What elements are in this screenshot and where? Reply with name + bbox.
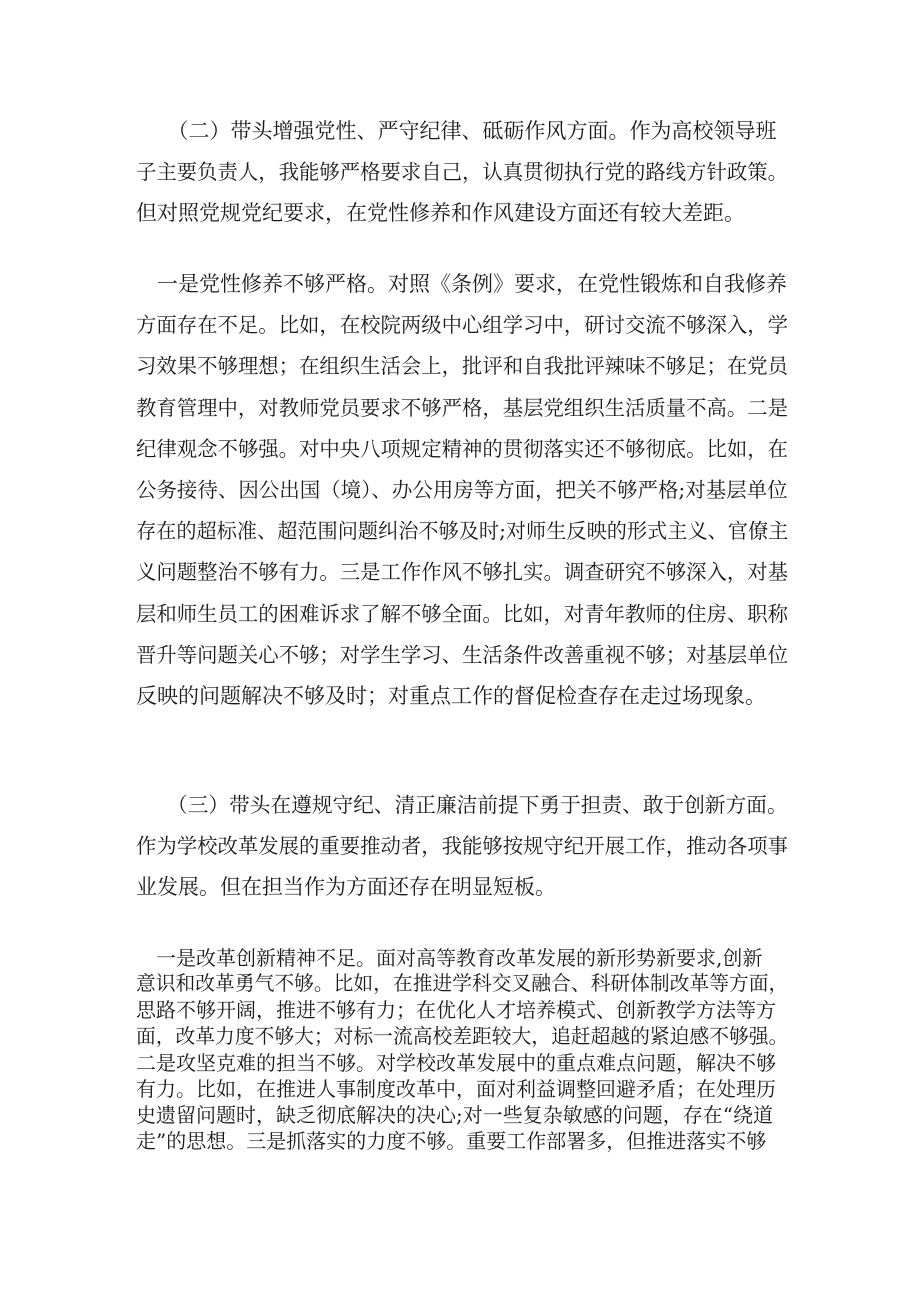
text-line: 有力。比如，在推进人事制度改革中，面对利益调整回避矛盾；在处理历 — [136, 1076, 776, 1101]
text-line: 业发展。但在担当作为方面还存在明显短板。 — [136, 875, 556, 900]
section-3-body-paragraph — [136, 945, 792, 1155]
section-2-heading-paragraph — [136, 111, 792, 235]
text-line: 存在的超标准、超范围问题纠治不够及时;对师生反映的形式主义、官僚主 — [136, 519, 789, 544]
text-line: （三）带头在遵规守纪、清正廉洁前提下勇于担责、敢于创新方面。 — [136, 793, 788, 817]
text-line: 二是攻坚克难的担当不够。对学校改革发展中的重点难点问题，解决不够 — [136, 1050, 776, 1075]
text-line: 反映的问题解决不够及时；对重点工作的督促检查存在走过场现象。 — [136, 683, 766, 708]
text-line: 方面存在不足。比如，在校院两级中心组学习中，研讨交流不够深入，学 — [136, 313, 789, 338]
text-line: （二）带头增强党性、严守纪律、砥砺作风方面。作为高校领导班 — [136, 119, 777, 143]
text-line: 义问题整治不够有力。三是工作作风不够扎实。调查研究不够深入，对基 — [136, 560, 789, 585]
text-line: 史遗留问题时，缺乏彻底解决的决心;对一些复杂敏感的问题，存在“绕道 — [136, 1103, 773, 1128]
text-line: 作为学校改革发展的重要推动者，我能够按规守纪开展工作，推动各项事 — [136, 834, 789, 859]
text-line: 子主要负责人，我能够严格要求自己，认真贯彻执行党的路线方针政策。 — [136, 160, 789, 185]
text-line: 公务接待、因公出国（境）、办公用房等方面，把关不够严格;对基层单位 — [136, 477, 788, 502]
text-line: 一是党性修养不够严格。对照《条例》要求，在党性锻炼和自我修养 — [136, 272, 787, 296]
section-2-body-paragraph — [136, 264, 792, 717]
text-line: 思路不够开阔，推进不够有力；在优化人才培养模式、创新教学方法等方 — [136, 998, 776, 1023]
text-line: 但对照党规党纪要求，在党性修养和作风建设方面还有较大差距。 — [136, 201, 745, 226]
text-line: 层和师生员工的困难诉求了解不够全面。比如，对青年教师的住房、职称 — [136, 601, 789, 626]
text-line: 面，改革力度不够大；对标一流高校差距较大，追赶超越的紧迫感不够强。 — [136, 1024, 789, 1048]
text-line: 晋升等问题关心不够；对学生学习、生活条件改善重视不够；对基层单位 — [136, 642, 789, 667]
section-3-heading-paragraph — [136, 785, 792, 909]
text-line: 纪律观念不够强。对中央八项规定精神的贯彻落实还不够彻底。比如，在 — [136, 436, 789, 461]
text-line: 习效果不够理想；在组织生活会上，批评和自我批评辣味不够足；在党员 — [136, 354, 789, 379]
text-line: 走”的思想。三是抓落实的力度不够。重要工作部署多，但推进落实不够 — [136, 1129, 767, 1154]
text-line: 意识和改革勇气不够。比如，在推进学科交叉融合、科研体制改革等方面， — [136, 972, 789, 996]
text-line: 一是改革创新精神不足。面对高等教育改革发展的新形势新要求,创新 — [136, 946, 763, 970]
text-line: 教育管理中，对教师党员要求不够严格，基层党组织生活质量不高。二是 — [136, 395, 789, 420]
